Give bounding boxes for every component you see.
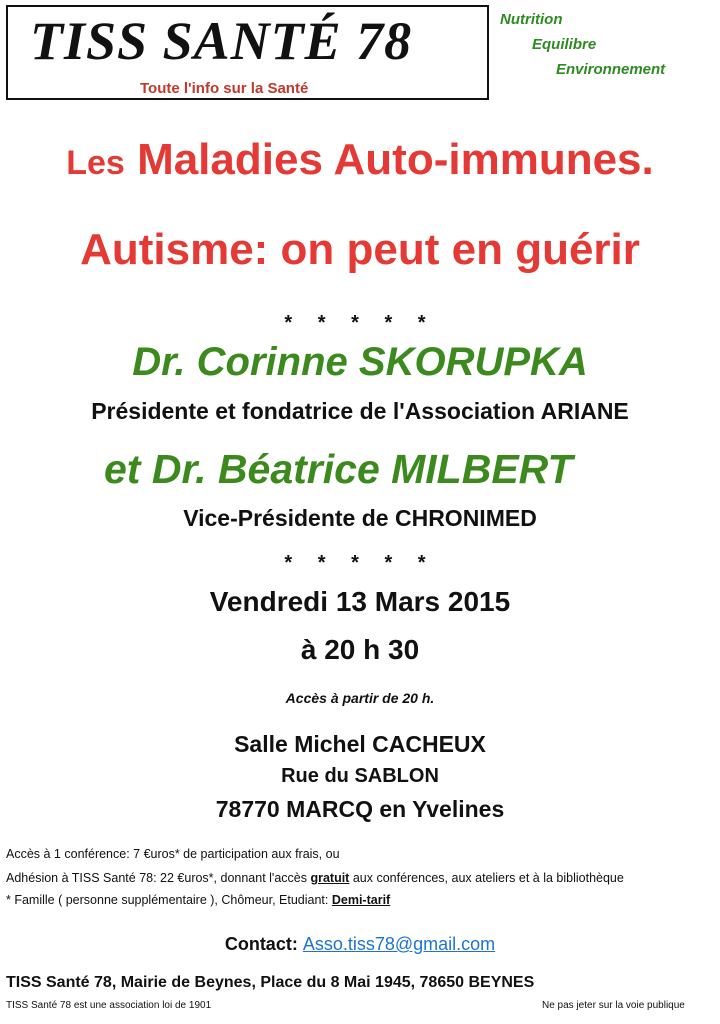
pricing-line-2 [6,871,624,885]
speaker2-role: Vice-Présidente de CHRONIMED [183,505,537,531]
contact-line [0,934,720,955]
pricing-line-2-start: Adhésion à TISS Santé 78: 22 €uros*, donnant l'accès [6,871,311,885]
pricing-free: gratuit [310,871,350,885]
event-access: Accès à partir de 20 h. [285,690,435,706]
separator-bottom: * * * * * [284,552,436,574]
pricing-line-1: Accès à 1 conférence: 7 €uros* de participation aux frais, ou [6,847,340,861]
venue-city: 78770 MARCQ en Yvelines [215,796,505,822]
event-date: Vendredi 13 Mars 2015 [209,586,511,617]
venue-hall: Salle Michel CACHEUX [234,731,486,757]
brand-title: TISS SANTÉ 78 [30,11,413,71]
main-title-text: Maladies Auto-immunes. [137,135,654,184]
theme-equilibre: Equilibre [532,36,597,53]
speaker2-name: et Dr. Béatrice MILBERT [104,446,573,492]
main-title [0,135,720,185]
pricing-half-rate: Demi-tarif [331,893,391,907]
theme-environnement: Environnement [556,61,666,78]
footer-address: TISS Santé 78, Mairie de Beynes, Place du 8 Mai 1945, 78650 BEYNES [6,974,535,991]
pricing-line-2-end: aux conférences, aux ateliers et à la bibliothèque [349,871,624,885]
public-note: Ne pas jeter sur la voie publique [542,1000,685,1011]
speaker1-name: Dr. Corinne SKORUPKA [132,340,588,384]
subtitle: Autisme: on peut en guérir [80,225,640,274]
theme-nutrition: Nutrition [500,11,563,28]
event-time: à 20 h 30 [300,634,420,665]
contact-email-link[interactable]: Asso.tiss78@gmail.com [302,934,496,954]
tagline: Toute l'info sur la Santé [140,80,309,97]
separator-top: * * * * * [284,312,436,334]
pricing-line-3-start: * Famille ( personne supplémentaire ), Chômeur, Etudiant: [6,893,332,907]
pricing-line-3 [6,893,390,907]
venue-street: Rue du SABLON [281,765,439,787]
speaker1-role: Présidente et fondatrice de l'Association ARIANE [91,398,629,424]
contact-label: Contact: [224,934,303,954]
main-title-prefix: Les [66,144,125,182]
association-note: TISS Santé 78 est une association loi de 1901 [6,1000,212,1011]
